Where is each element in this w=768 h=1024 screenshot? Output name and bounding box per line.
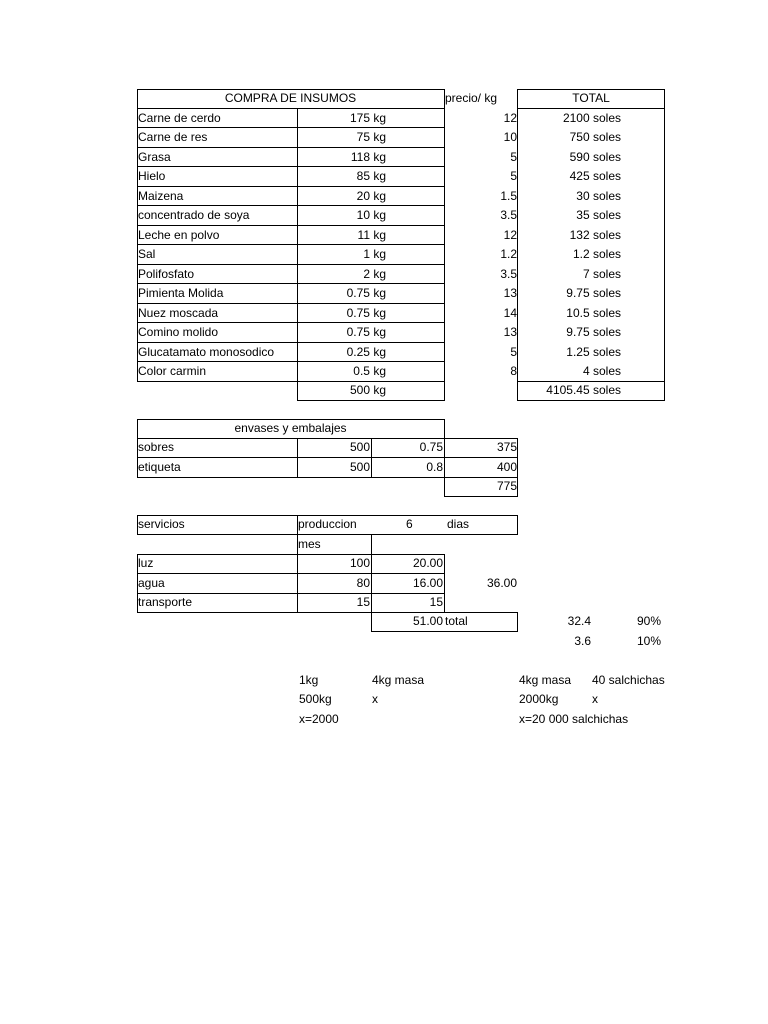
servicio-name: luz (138, 556, 154, 570)
item-price: 8 (510, 364, 517, 378)
item-name: Comino molido (138, 325, 219, 339)
calc-text: x=20 000 salchichas (519, 712, 629, 726)
item-qty: 118 kg (350, 150, 386, 164)
item-total: 2100 soles (562, 111, 621, 125)
col-line (297, 438, 298, 477)
envase-name: sobres (138, 440, 175, 454)
sum-qty: 500 kg (349, 383, 386, 397)
item-price: 10 (503, 130, 517, 144)
row-line (137, 593, 444, 594)
calc-text: 500kg (299, 692, 332, 706)
item-name: Grasa (138, 150, 171, 164)
servicio-mes: 15 (356, 595, 370, 609)
item-name: Leche en polvo (138, 228, 220, 242)
item-price: 5 (510, 169, 517, 183)
row-line (137, 127, 444, 128)
item-qty: 0.25 kg (346, 345, 386, 359)
col-line (371, 534, 372, 612)
envase-price: 0.75 (419, 440, 443, 454)
split-percent: 90% (636, 614, 661, 628)
col-line (297, 515, 298, 535)
item-name: Carne de cerdo (138, 111, 221, 125)
compra-col-divider (297, 108, 298, 382)
servicio-value: 15 (429, 595, 443, 609)
item-total: 1.2 soles (572, 247, 621, 261)
item-name: Sal (138, 247, 156, 261)
total-sum-line (517, 381, 665, 382)
servicio-name: agua (138, 576, 165, 590)
item-price: 12 (503, 111, 517, 125)
item-name: Polifosfato (138, 267, 195, 281)
item-qty: 175 kg (349, 111, 386, 125)
calc-text: x (592, 692, 598, 706)
mes-label: mes (298, 537, 321, 551)
row-line (137, 108, 444, 109)
servicios-total-label: total (445, 614, 468, 628)
servicios-label: servicios (138, 517, 185, 531)
item-price: 13 (503, 325, 517, 339)
row-line (137, 166, 444, 167)
item-qty: 0.5 kg (353, 364, 386, 378)
row-line (137, 457, 518, 458)
envase-price: 0.8 (426, 460, 443, 474)
item-name: Maizena (138, 189, 184, 203)
envase-total: 375 (496, 440, 517, 454)
row-line (137, 361, 444, 362)
envase-qty: 500 (349, 460, 370, 474)
servicio-value: 20.00 (412, 556, 443, 570)
split-value: 32.4 (567, 614, 591, 628)
servicio-value: 16.00 (412, 576, 443, 590)
produccion-label: produccion (298, 517, 357, 531)
item-qty: 0.75 kg (346, 325, 386, 339)
row-line (137, 205, 444, 206)
item-total: 30 soles (576, 189, 621, 203)
item-name: Color carmin (138, 364, 207, 378)
item-price: 12 (503, 228, 517, 242)
item-total: 1.25 soles (566, 345, 621, 359)
total-header-line (517, 108, 665, 109)
row-line (137, 342, 444, 343)
item-price: 1.2 (500, 247, 517, 261)
calc-text: 40 salchichas (592, 673, 665, 687)
compra-header: COMPRA DE INSUMOS (224, 91, 357, 105)
item-price: 1.5 (500, 189, 517, 203)
item-price: 14 (503, 306, 517, 320)
item-qty: 2 kg (363, 267, 386, 281)
item-total: 590 soles (569, 150, 621, 164)
sum-total: 4105.45 soles (546, 383, 621, 397)
item-total: 10.5 soles (566, 306, 621, 320)
row-line (137, 303, 444, 304)
item-total: 35 soles (576, 208, 621, 222)
calc-text: x=2000 (299, 712, 339, 726)
item-price: 3.5 (500, 267, 517, 281)
row-line (137, 225, 444, 226)
item-qty: 1 kg (363, 247, 386, 261)
item-qty: 20 kg (356, 189, 386, 203)
item-qty: 85 kg (356, 169, 386, 183)
price-header: precio/ kg (445, 91, 498, 105)
item-qty: 0.75 kg (346, 286, 386, 300)
item-name: concentrado de soya (138, 208, 250, 222)
item-name: Pimienta Molida (138, 286, 224, 300)
item-qty: 75 kg (356, 130, 386, 144)
item-total: 9.75 soles (566, 325, 621, 339)
calc-text: 4kg masa (372, 673, 425, 687)
row-line (137, 264, 444, 265)
envases-header: envases y embalajes (234, 421, 347, 435)
item-name: Carne de res (138, 130, 208, 144)
calc-text: 1kg (299, 673, 319, 687)
item-qty: 10 kg (356, 208, 386, 222)
servicio-mes: 100 (349, 556, 370, 570)
row-line (137, 322, 444, 323)
item-total: 9.75 soles (566, 286, 621, 300)
calc-text: 4kg masa (519, 673, 572, 687)
item-price: 3.5 (500, 208, 517, 222)
servicio-mes: 80 (356, 576, 370, 590)
split-value: 3.6 (574, 634, 591, 648)
dias-label: dias (447, 517, 470, 531)
item-name: Nuez moscada (138, 306, 219, 320)
item-price: 5 (510, 345, 517, 359)
calc-text: x (372, 692, 378, 706)
item-qty: 0.75 kg (346, 306, 386, 320)
envase-qty: 500 (349, 440, 370, 454)
item-qty: 11 kg (357, 228, 386, 242)
envases-sum: 775 (496, 479, 517, 493)
item-price: 13 (503, 286, 517, 300)
item-total: 4 soles (582, 364, 621, 378)
item-name: Glucatamato monosodico (138, 345, 275, 359)
total-header: TOTAL (572, 91, 610, 105)
item-total: 750 soles (569, 130, 621, 144)
col-line (444, 438, 445, 477)
item-name: Hielo (138, 169, 166, 183)
calc-text: 2000kg (519, 692, 559, 706)
envase-total: 400 (496, 460, 517, 474)
item-total: 7 soles (582, 267, 621, 281)
row-line (137, 283, 444, 284)
servicios-total-value: 51.00 (412, 614, 443, 628)
row-line (137, 573, 444, 574)
item-total: 132 soles (569, 228, 621, 242)
col-line (371, 438, 372, 477)
servicios-subtotal: 36.00 (486, 576, 517, 590)
item-total: 425 soles (569, 169, 621, 183)
split-percent: 10% (636, 634, 661, 648)
dias-number: 6 (406, 517, 413, 531)
item-price: 5 (510, 150, 517, 164)
row-line (137, 244, 444, 245)
envase-name: etiqueta (138, 460, 181, 474)
servicio-name: transporte (138, 595, 193, 609)
row-line (137, 147, 444, 148)
row-line (137, 186, 444, 187)
col-line (297, 554, 298, 612)
